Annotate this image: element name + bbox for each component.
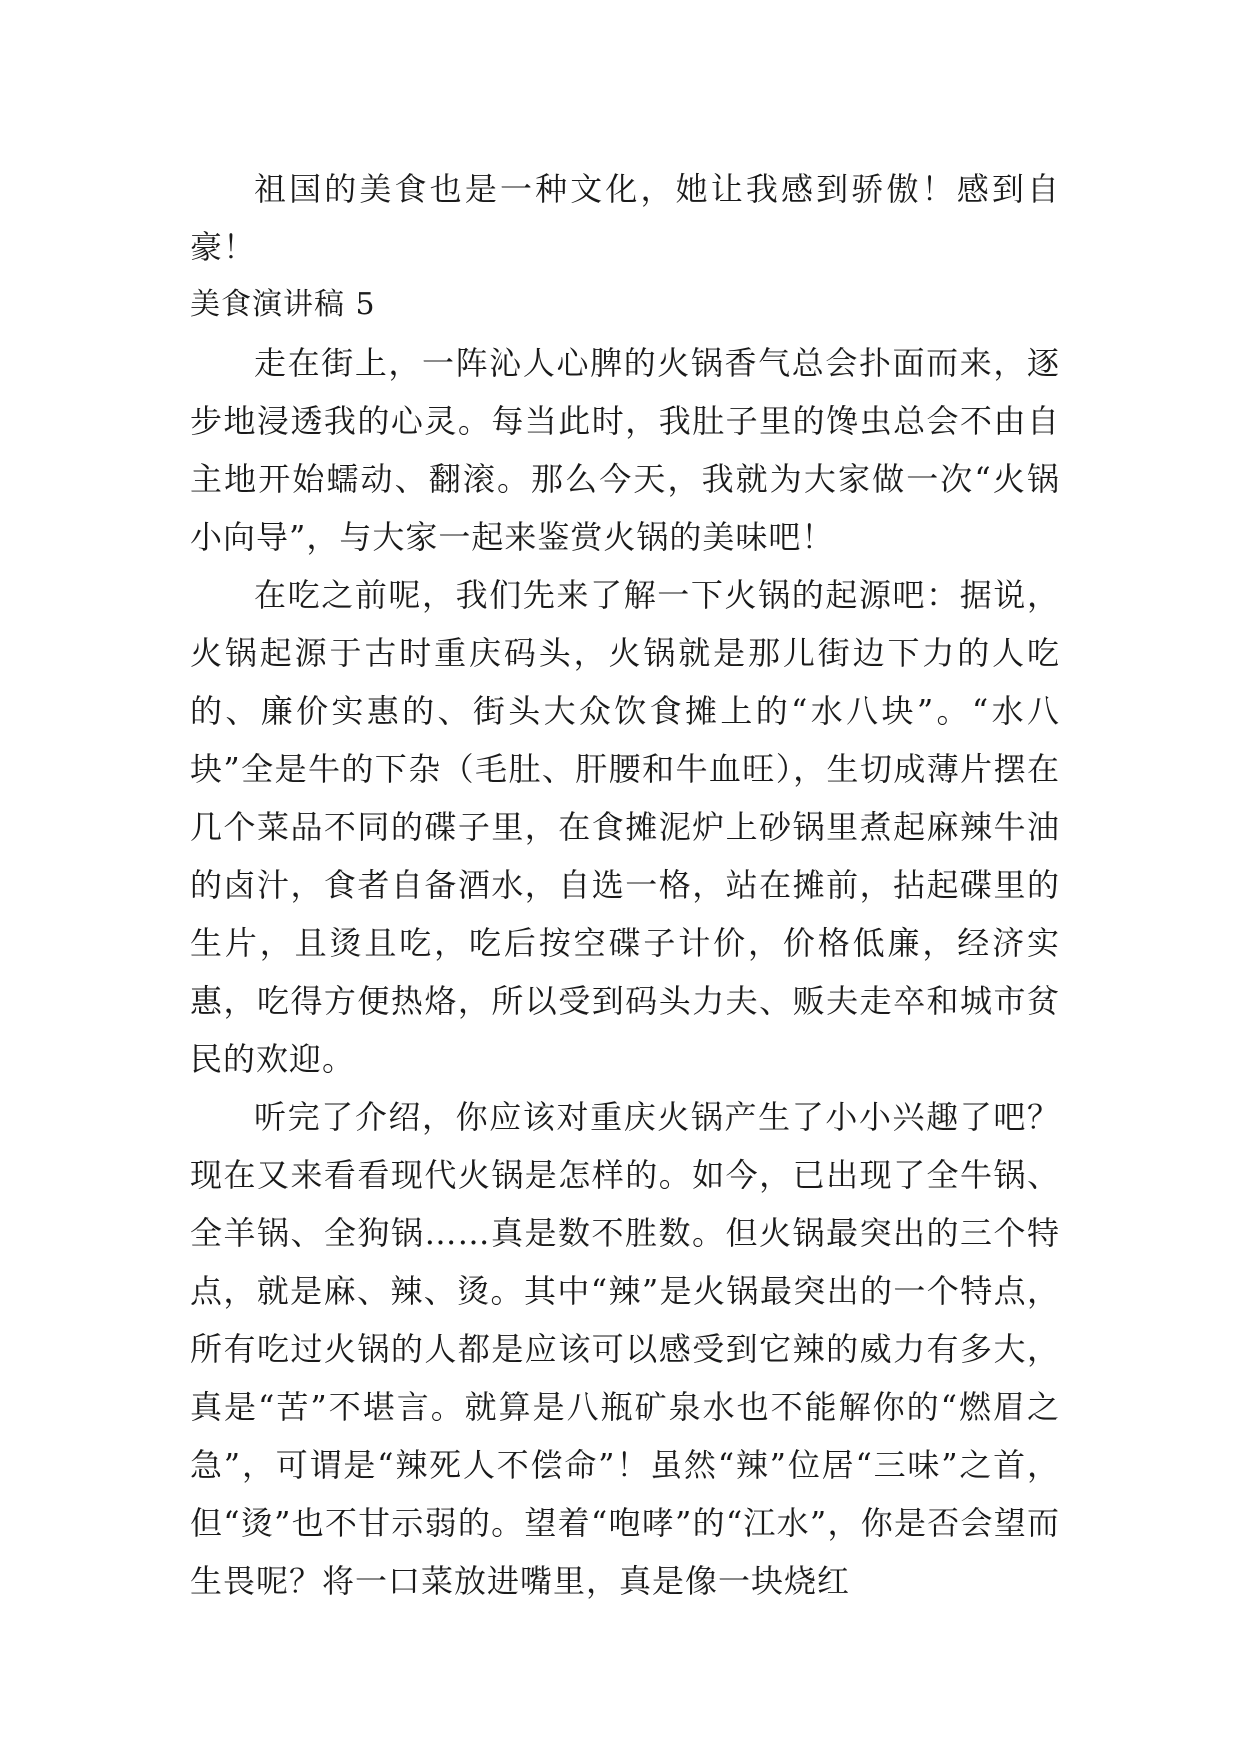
document-body (190, 160, 1060, 1610)
paragraph: 听完了介绍，你应该对重庆火锅产生了小小兴趣了吧？现在又来看看现代火锅是怎样的。如今，已出现了全牛锅、全羊锅、全狗锅……真是数不胜数。但火锅最突出的三个特点，就是麻、辣、烫。其中“辣”是火锅最突出的一个特点，所有吃过火锅的人都是应该可以感受到它辣的威力有多大，真是“苦”不堪言。就算是八瓶矿泉水也不能解你的“燃眉之急”，可谓是“辣死人不偿命”！虽然“辣”位居“三味”之首，但“烫”也不甘示弱的。望着“咆哮”的“江水”，你是否会望而生畏呢？将一口菜放进嘴里，真是像一块烧红 (190, 1098, 1060, 1600)
section-title: 美食演讲稿 5 (190, 287, 376, 322)
paragraph: 走在街上，一阵沁人心脾的火锅香气总会扑面而来，逐步地浸透我的心灵。每当此时，我肚子里的馋虫总会不由自主地开始蠕动、翻滚。那么今天，我就为大家做一次“火锅小向导”，与大家一起来鉴赏火锅的美味吧！ (190, 344, 1060, 556)
intro-paragraph: 祖国的美食也是一种文化，她让我感到骄傲！感到自豪！ (190, 170, 1060, 266)
paragraph: 在吃之前呢，我们先来了解一下火锅的起源吧：据说，火锅起源于古时重庆码头，火锅就是那儿街边下力的人吃的、廉价实惠的、街头大众饮食摊上的“水八块”。“水八块”全是牛的下杂（毛肚、肝腰和牛血旺），生切成薄片摆在几个菜品不同的碟子里，在食摊泥炉上砂锅里煮起麻辣牛油的卤汁，食者自备酒水，自选一格，站在摊前，拈起碟里的生片，且烫且吃，吃后按空碟子计价，价格低廉，经济实惠，吃得方便热烙，所以受到码头力夫、贩夫走卒和城市贫民的欢迎。 (190, 576, 1060, 1078)
